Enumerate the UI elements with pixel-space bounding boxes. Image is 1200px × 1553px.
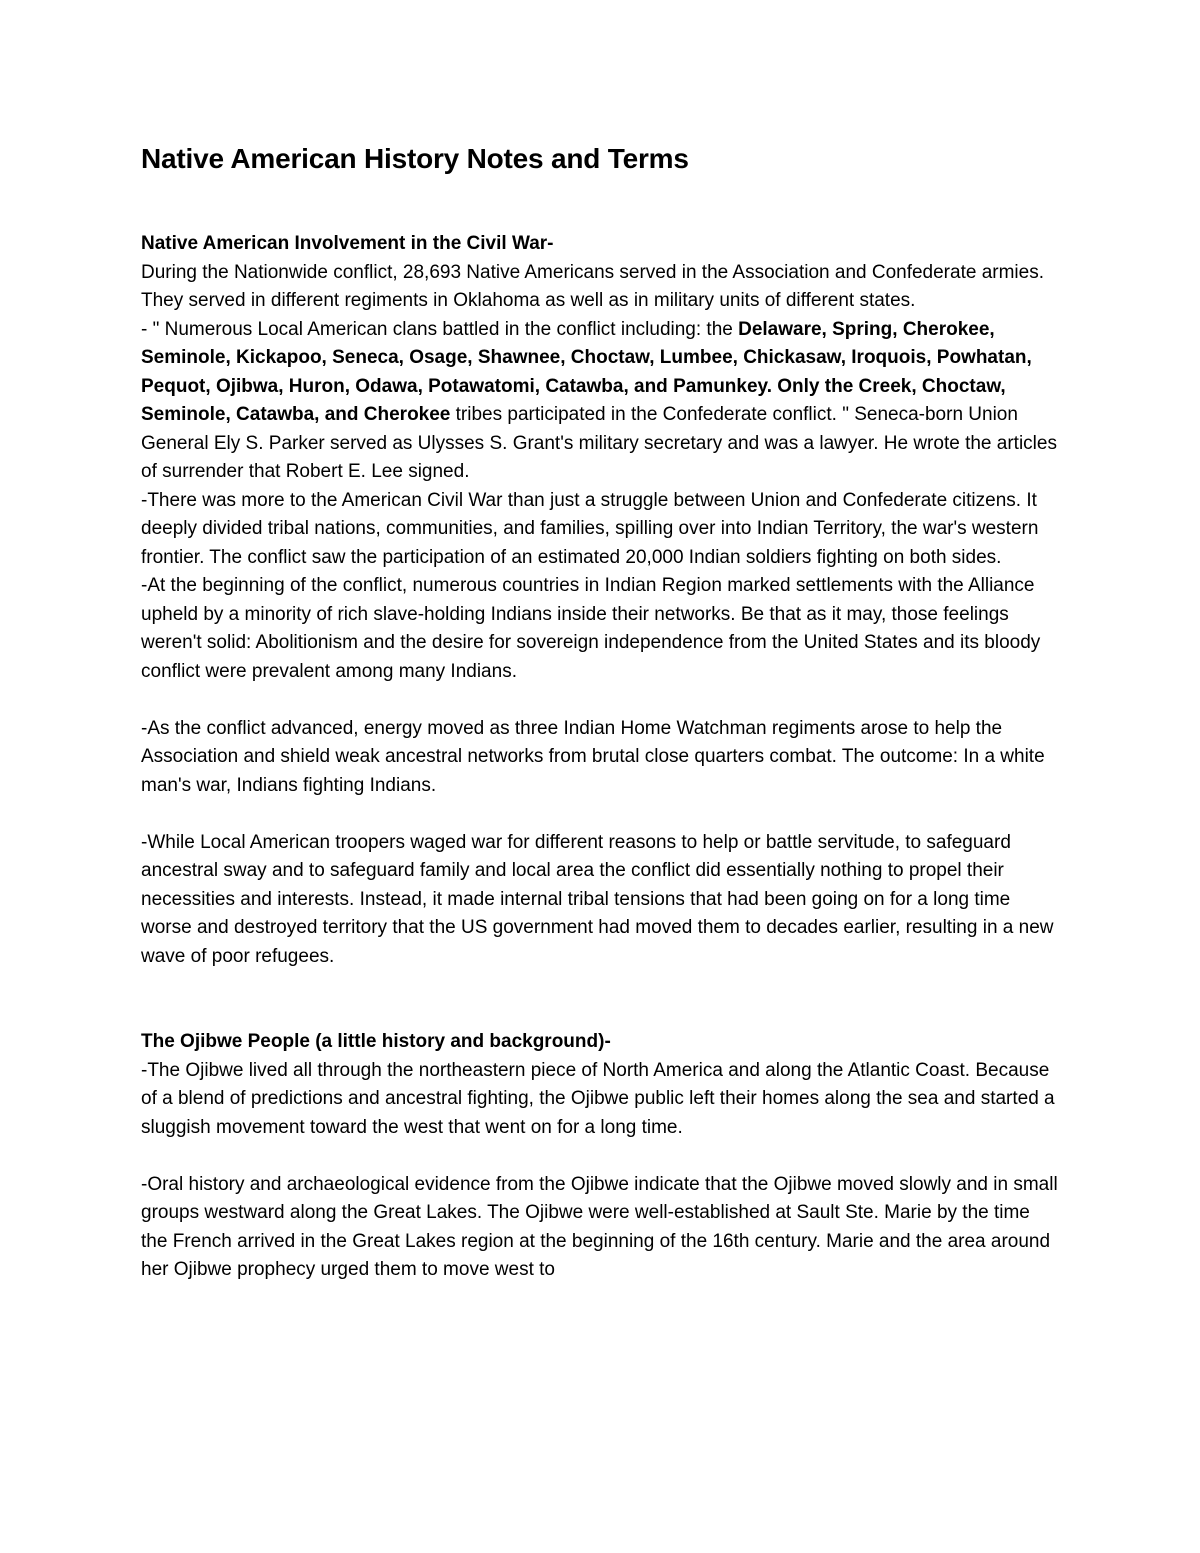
- spacer: [141, 686, 1061, 715]
- spacer: [141, 971, 1061, 1028]
- paragraph: -Oral history and archaeological evidence from the Ojibwe indicate that the Ojibwe moved slowly and in small groups westward along the Great Lakes. The Ojibwe were well-established at Sault Ste. Marie by the time the French arrived in the Great Lakes region at the beginning of the 16th century. Marie and the area around her Ojibwe prophecy urged them to move west to: [141, 1173, 1058, 1280]
- section-ojibwe: [141, 1028, 1061, 1285]
- paragraph: -While Local American troopers waged war for different reasons to help or battle servitude, to safeguard ancestral sway and to safeguard family and local area the conflict did essentially nothing to propel their necessities and interests. Instead, it made internal tribal tensions that had been going on for a long time worse and destroyed territory that the US government had moved them to decades earlier, resulting in a new wave of poor refugees.: [141, 831, 1054, 967]
- tribes-tail-text: tribes participated in the Confederate conflict. " Seneca-born Union General Ely S. Parker served as Ulysses S. Grant's military secretary and was a lawyer. He wrote the articles of surrender that Robert E. Lee signed.: [141, 404, 1057, 482]
- spacer: [141, 1142, 1061, 1171]
- section-heading-ojibwe: The Ojibwe People (a little history and background)-: [141, 1031, 611, 1052]
- tribes-bold-list: Delaware, Spring, Cherokee, Seminole, Kickapoo, Seneca, Osage, Shawnee, Choctaw, Lumbee, Chickasaw, Iroquois, Powhatan, Pequot, Ojibwa, Huron, Odawa, Potawatomi, Catawba, and Pamunkey. Only the Creek, Choctaw, Seminole, Catawba, and Cherokee: [141, 318, 1032, 425]
- paragraph: -At the beginning of the conflict, numerous countries in Indian Region marked settlements with the Alliance upheld by a minority of rich slave-holding Indians inside their networks. Be that as it may, those feelings weren't solid: Abolitionism and the desire for sovereign independence from the United States and its bloody conflict were prevalent among many Indians.: [141, 575, 1041, 682]
- document-title: Native American History Notes and Terms: [141, 143, 689, 174]
- paragraph: -As the conflict advanced, energy moved as three Indian Home Watchman regiments arose to help the Association and shield weak ancestral networks from brutal close quarters combat. The outcome: In a white man's war, Indians fighting Indians.: [141, 717, 1045, 796]
- spacer: [141, 178, 1061, 230]
- paragraph: -There was more to the American Civil War than just a struggle between Union and Confederate citizens. It deeply divided tribal nations, communities, and families, spilling over into Indian Territory, the war's western frontier. The conflict saw the participation of an estimated 20,000 Indian soldiers fighting on both sides.: [141, 489, 1039, 568]
- section-civil-war: [141, 230, 1061, 971]
- paragraph: -The Ojibwe lived all through the northeastern piece of North America and along the Atlantic Coast. Because of a blend of predictions and ancestral fighting, the Ojibwe public left their homes along the sea and started a sluggish movement toward the west that went on for a long time.: [141, 1059, 1055, 1138]
- paragraph-tribes: [141, 316, 1061, 487]
- section-heading-civil-war: Native American Involvement in the Civil War-: [141, 233, 554, 254]
- document-page: [141, 140, 1061, 1285]
- paragraph: During the Nationwide conflict, 28,693 Native Americans served in the Association and Confederate armies. They served in different regiments in Oklahoma as well as in military units of different states.: [141, 261, 1044, 311]
- tribes-lead-text: - " Numerous Local American clans battled in the conflict including: the: [141, 318, 739, 340]
- spacer: [141, 800, 1061, 829]
